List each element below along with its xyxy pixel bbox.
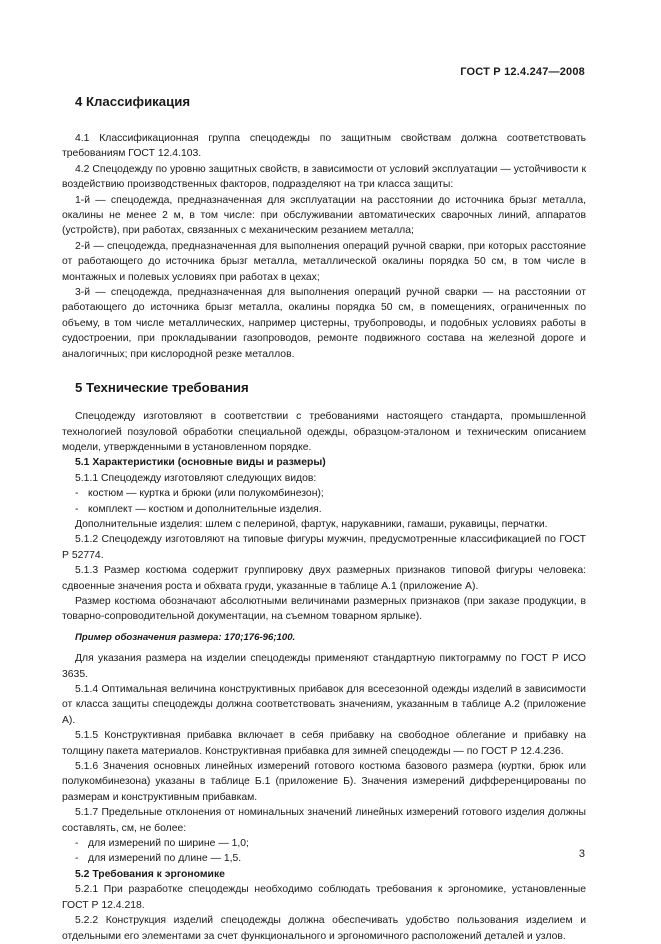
page-number: 3 xyxy=(578,848,585,860)
class-1-paragraph: 1-й — спецодежда, предназначенная для эксплуатации на расстоянии до источника брызг металла, окалины не менее 2 м, в том числе: при обслуживании автоматических сварочных линий, аппаратов (устройств), при работах, связанных с механическим резанием металла; xyxy=(62,194,586,237)
page-content xyxy=(62,91,586,944)
list-item-text: для измерений по ширине — 1,0; xyxy=(88,838,249,850)
list-item xyxy=(62,502,586,517)
section-5-heading: 5 Технические требования xyxy=(75,380,249,396)
class-2-paragraph: 2-й — спецодежда, предназначенная для выполнения операций ручной сварки, при которых расстояние от работающего до источника брызг металла, металлической окалины порядка 50 см, в том числе в монтажных и полевых условиях при работах в цехах; xyxy=(62,240,586,283)
paragraph-5-1-7: 5.1.7 Предельные отклонения от номинальных значений линейных измерений готового изделия должны составлять, см, не более: xyxy=(62,807,586,834)
list-dash: - xyxy=(75,838,79,850)
paragraph-5-1-4: 5.1.4 Оптимальная величина конструктивных прибавок для всесезонной одежды изделий в зависимости от класса защиты спецодежды должна соответствовать значениям, указанным в таблице А.2 (приложение А). xyxy=(62,684,586,726)
list-item xyxy=(62,486,586,501)
pictogram-paragraph: Для указания размера на изделии спецодежды применяют стандартную пиктограмму по ГОСТ Р ИСО 3635. xyxy=(62,653,586,680)
paragraph-5-1-3: 5.1.3 Размер костюма содержит группировку двух размерных признаков типовой фигуры человека: сдвоенные значения роста и обхвата груди, указанные в таблице А.1 (приложение А). xyxy=(62,565,586,592)
section-4-heading: 4 Классификация xyxy=(75,94,191,109)
paragraph-5-1-5: 5.1.5 Конструктивная прибавка включает в себя прибавку на свободное облегание и прибавку на толщину пакета материалов. Конструктивная прибавка для зимней спецодежды — по ГОСТ Р 12.4.236. xyxy=(62,730,586,757)
class-3-paragraph: 3-й — спецодежда, предназначенная для выполнения операций ручной сварки — на расстоянии от работающего до источника брызг металла, окалины порядка 50 см, в помещениях, ограниченных по объему, в том числе металлических, например цистерны, трубопроводы, и подобных условиях работы в судостроении, при прокладывании газопроводов, ремонте подвижного состава на железной дороге и аналогичных; при кислородной резке металлов. xyxy=(62,287,586,360)
paragraph-4-1: 4.1 Классификационная группа спецодежды по защитным свойствам должна соответствовать требованиям ГОСТ 12.4.103. xyxy=(62,133,586,160)
subsection-5-2-heading: 5.2 Требования к эргономике xyxy=(75,868,225,880)
paragraph-5-1-2: 5.1.2 Спецодежду изготовляют на типовые фигуры мужчин, предусмотренные классификацией по ГОСТ Р 52774. xyxy=(62,534,586,561)
list-item-text: для измерений по длине — 1,5. xyxy=(88,853,242,865)
list-item xyxy=(62,836,586,851)
additional-items-paragraph: Дополнительные изделия: шлем с пелериной, фартук, нарукавники, гамаши, рукавицы, перчатки. xyxy=(75,518,548,530)
list-item-text: комплект — костюм и дополнительные изделия. xyxy=(88,503,322,515)
list-item-text: костюм — куртка и брюки (или полукомбинезон); xyxy=(88,488,324,500)
subsection-5-1-heading: 5.1 Характеристики (основные виды и размеры) xyxy=(75,457,326,469)
section-5-intro: Спецодежду изготовляют в соответствии с требованиями настоящего стандарта, промышленной технологией позуловой обработки специальной одежды, образцом-эталоном и техническим описанием модели, утвержденными в установленном порядке. xyxy=(62,411,586,453)
paragraph-4-2: 4.2 Спецодежду по уровню защитных свойств, в зависимости от условий эксплуатации — устойчивости к воздействию производственных факторов, подразделяют на три класса защиты: xyxy=(62,163,586,191)
size-example: Пример обозначения размера: 170;176-96;100. xyxy=(75,631,296,643)
paragraph-5-2-1: 5.2.1 При разработке спецодежды необходимо соблюдать требования к эргономике, установленные ГОСТ Р 12.4.218. xyxy=(62,884,586,911)
list-dash: - xyxy=(75,488,79,500)
paragraph-5-1-6: 5.1.6 Значения основных линейных измерений готового костюма базового размера (куртки, брюк или полукомбинезона) указаны в таблице Б.1 (приложение Б). Значения измерений дифференцированы по размерам и конструктивным прибавкам. xyxy=(62,761,586,803)
document-code: ГОСТ Р 12.4.247—2008 xyxy=(460,66,585,78)
list-dash: - xyxy=(75,853,79,865)
list-item xyxy=(62,851,586,866)
paragraph-5-1-1: 5.1.1 Спецодежду изготовляют следующих видов: xyxy=(75,472,317,484)
size-designation-paragraph: Размер костюма обозначают абсолютными величинами размерных признаков (при заказе продукции, в товарно-сопроводительной документации, на съемном товарном ярлыке). xyxy=(62,595,586,623)
list-dash: - xyxy=(75,503,79,515)
paragraph-5-2-2: 5.2.2 Конструкция изделий спецодежды должна обеспечивать удобство пользования изделием и отдельными его элементами за счет функционального и эргономичного расположений деталей и узлов. xyxy=(62,915,586,942)
